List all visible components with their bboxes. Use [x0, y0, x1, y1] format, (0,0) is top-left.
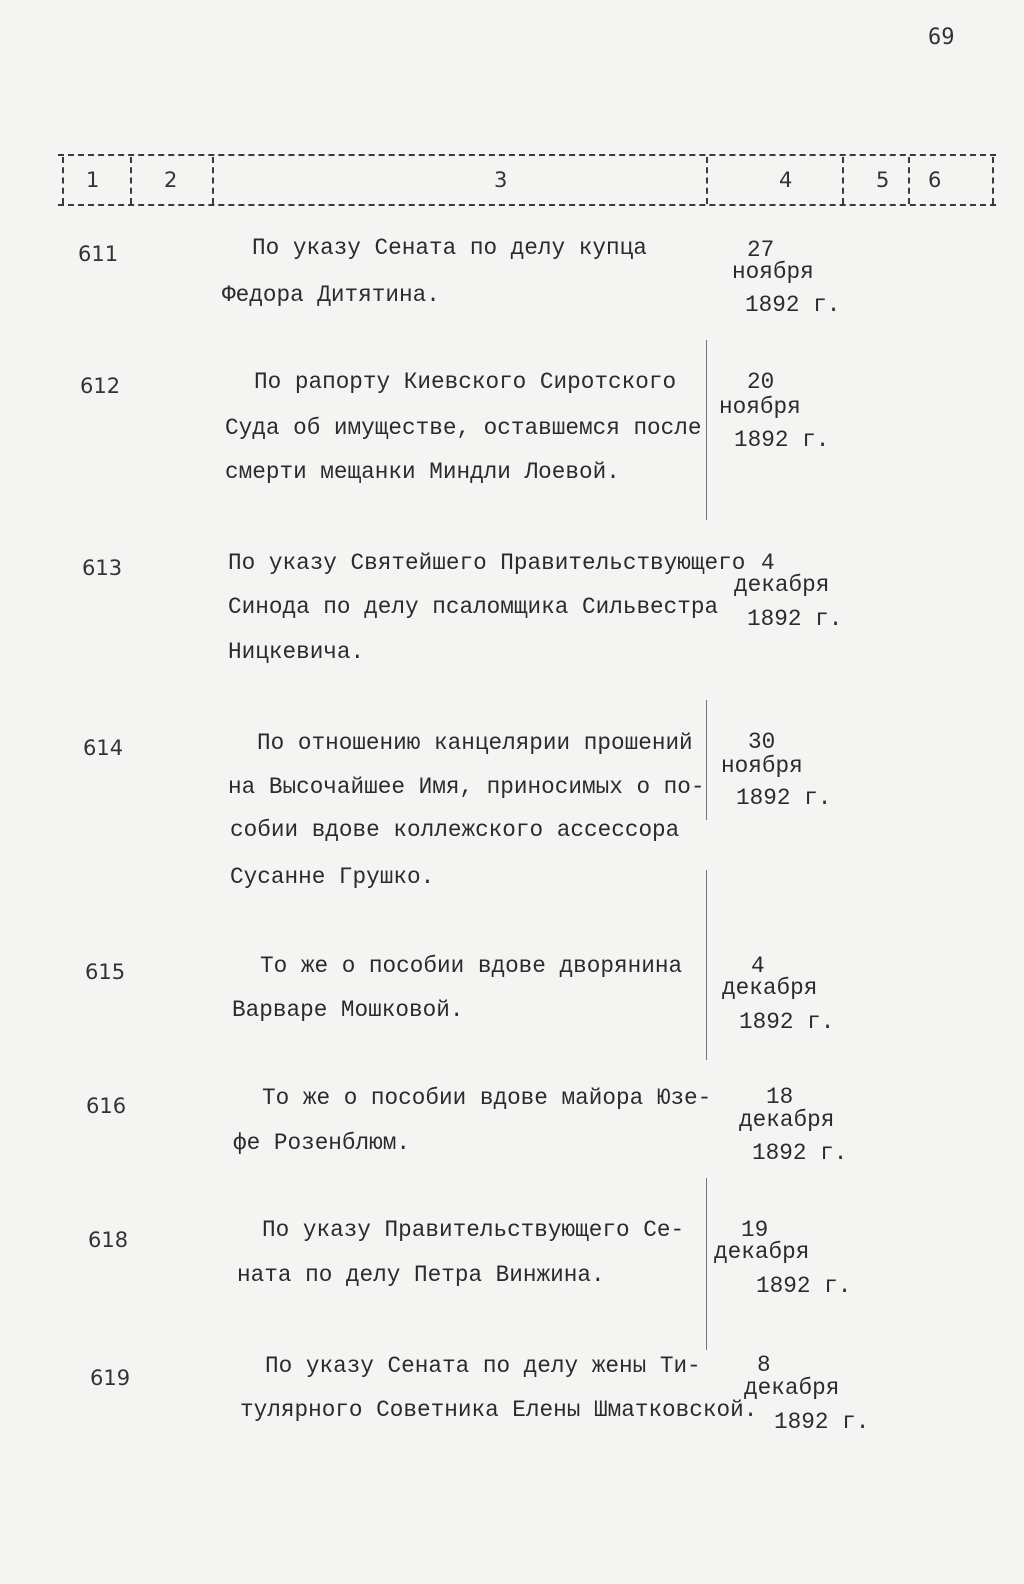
header-separator [908, 157, 910, 204]
entry-date-month: ноября [719, 394, 801, 420]
entry-title-line: Федора Дитятина. [222, 282, 440, 308]
entry-date-month: декабря [734, 572, 830, 598]
entry-date-day: 4 [751, 953, 765, 979]
entry-number: 615 [85, 960, 126, 984]
entry-title-line: собии вдове коллежского ассессора [230, 817, 680, 843]
entry-date-month: декабря [722, 975, 818, 1001]
entry-date-year: 1892 г. [747, 606, 843, 632]
entry-title-line: По указу Сената по делу купца [252, 235, 647, 261]
entry-number: 613 [82, 556, 123, 580]
entry-date-day: 19 [741, 1217, 769, 1243]
entry-title-line: на Высочайшее Имя, приносимых о по- [228, 774, 705, 800]
header-separator [992, 157, 994, 204]
entry-date-year: 1892 г. [734, 427, 830, 453]
entry-title-line: Синода по делу псаломщика Сильвестра [228, 594, 719, 620]
entry-title-line: То же о пособии вдове дворянина [260, 953, 683, 979]
entry-date-month: ноября [721, 753, 803, 779]
column-rule [706, 1178, 707, 1350]
page-number: 69 [928, 25, 955, 50]
entry-date-day: 27 [747, 237, 775, 263]
entry-date-year: 1892 г. [745, 292, 841, 318]
entry-number: 619 [90, 1366, 131, 1390]
column-rule [706, 700, 707, 820]
column-rule [706, 340, 707, 520]
entry-number: 616 [86, 1094, 127, 1118]
entry-date-month: декабря [739, 1107, 835, 1133]
entry-title-line: По указу Сената по делу жены Ти- [265, 1353, 701, 1379]
header-separator [842, 157, 844, 204]
entry-title-line: По указу Святейшего Правительствующего [228, 550, 746, 576]
entry-title-line: ната по делу Петра Винжина. [237, 1262, 605, 1288]
entry-title-line: Суда об имуществе, оставшемся после [225, 415, 702, 441]
entry-title-line: По указу Правительствующего Се- [262, 1217, 685, 1243]
entry-date-day: 18 [766, 1084, 794, 1110]
entry-date-year: 1892 г. [774, 1409, 870, 1435]
header-separator [212, 157, 214, 204]
entry-number: 611 [78, 242, 119, 266]
column-header-5: 5 [876, 168, 890, 192]
entry-date-day: 20 [747, 369, 775, 395]
entry-number: 612 [80, 374, 121, 398]
header-bottom-rule [58, 204, 996, 206]
header-separator [706, 157, 708, 204]
entry-date-month: декабря [714, 1239, 810, 1265]
column-header-3: 3 [494, 168, 508, 192]
entry-date-year: 1892 г. [739, 1009, 835, 1035]
entry-date-month: ноября [732, 259, 814, 285]
header-top-rule [58, 154, 996, 156]
entry-number: 618 [88, 1228, 129, 1252]
entry-title-line: Ницкевича. [228, 639, 365, 665]
entry-date-month: декабря [744, 1375, 840, 1401]
entry-title-line: Варваре Мошковой. [232, 997, 464, 1023]
entry-date-day: 30 [748, 729, 776, 755]
entry-title-line: Сусанне Грушко. [230, 864, 435, 890]
entry-title-line: По рапорту Киевского Сиротского [254, 369, 677, 395]
entry-date-year: 1892 г. [752, 1140, 848, 1166]
column-header-1: 1 [86, 168, 100, 192]
entry-number: 614 [83, 736, 124, 760]
column-header-2: 2 [164, 168, 178, 192]
column-rule [706, 870, 707, 1060]
column-header-4: 4 [779, 168, 793, 192]
entry-title-line: смерти мещанки Миндли Лоевой. [225, 459, 620, 485]
entry-title-line: По отношению канцелярии прошений [257, 730, 693, 756]
entry-title-line: То же о пособии вдове майора Юзе- [262, 1085, 712, 1111]
entry-title-line: фе Розенблюм. [233, 1130, 410, 1156]
header-separator [62, 157, 64, 204]
header-separator [130, 157, 132, 204]
column-header-6: 6 [928, 168, 942, 192]
entry-date-year: 1892 г. [736, 785, 832, 811]
entry-title-line: тулярного Советника Елены Шматковской. [240, 1397, 758, 1423]
entry-date-year: 1892 г. [756, 1273, 852, 1299]
entry-date-day: 8 [757, 1352, 771, 1378]
entry-date-day: 4 [761, 550, 775, 576]
